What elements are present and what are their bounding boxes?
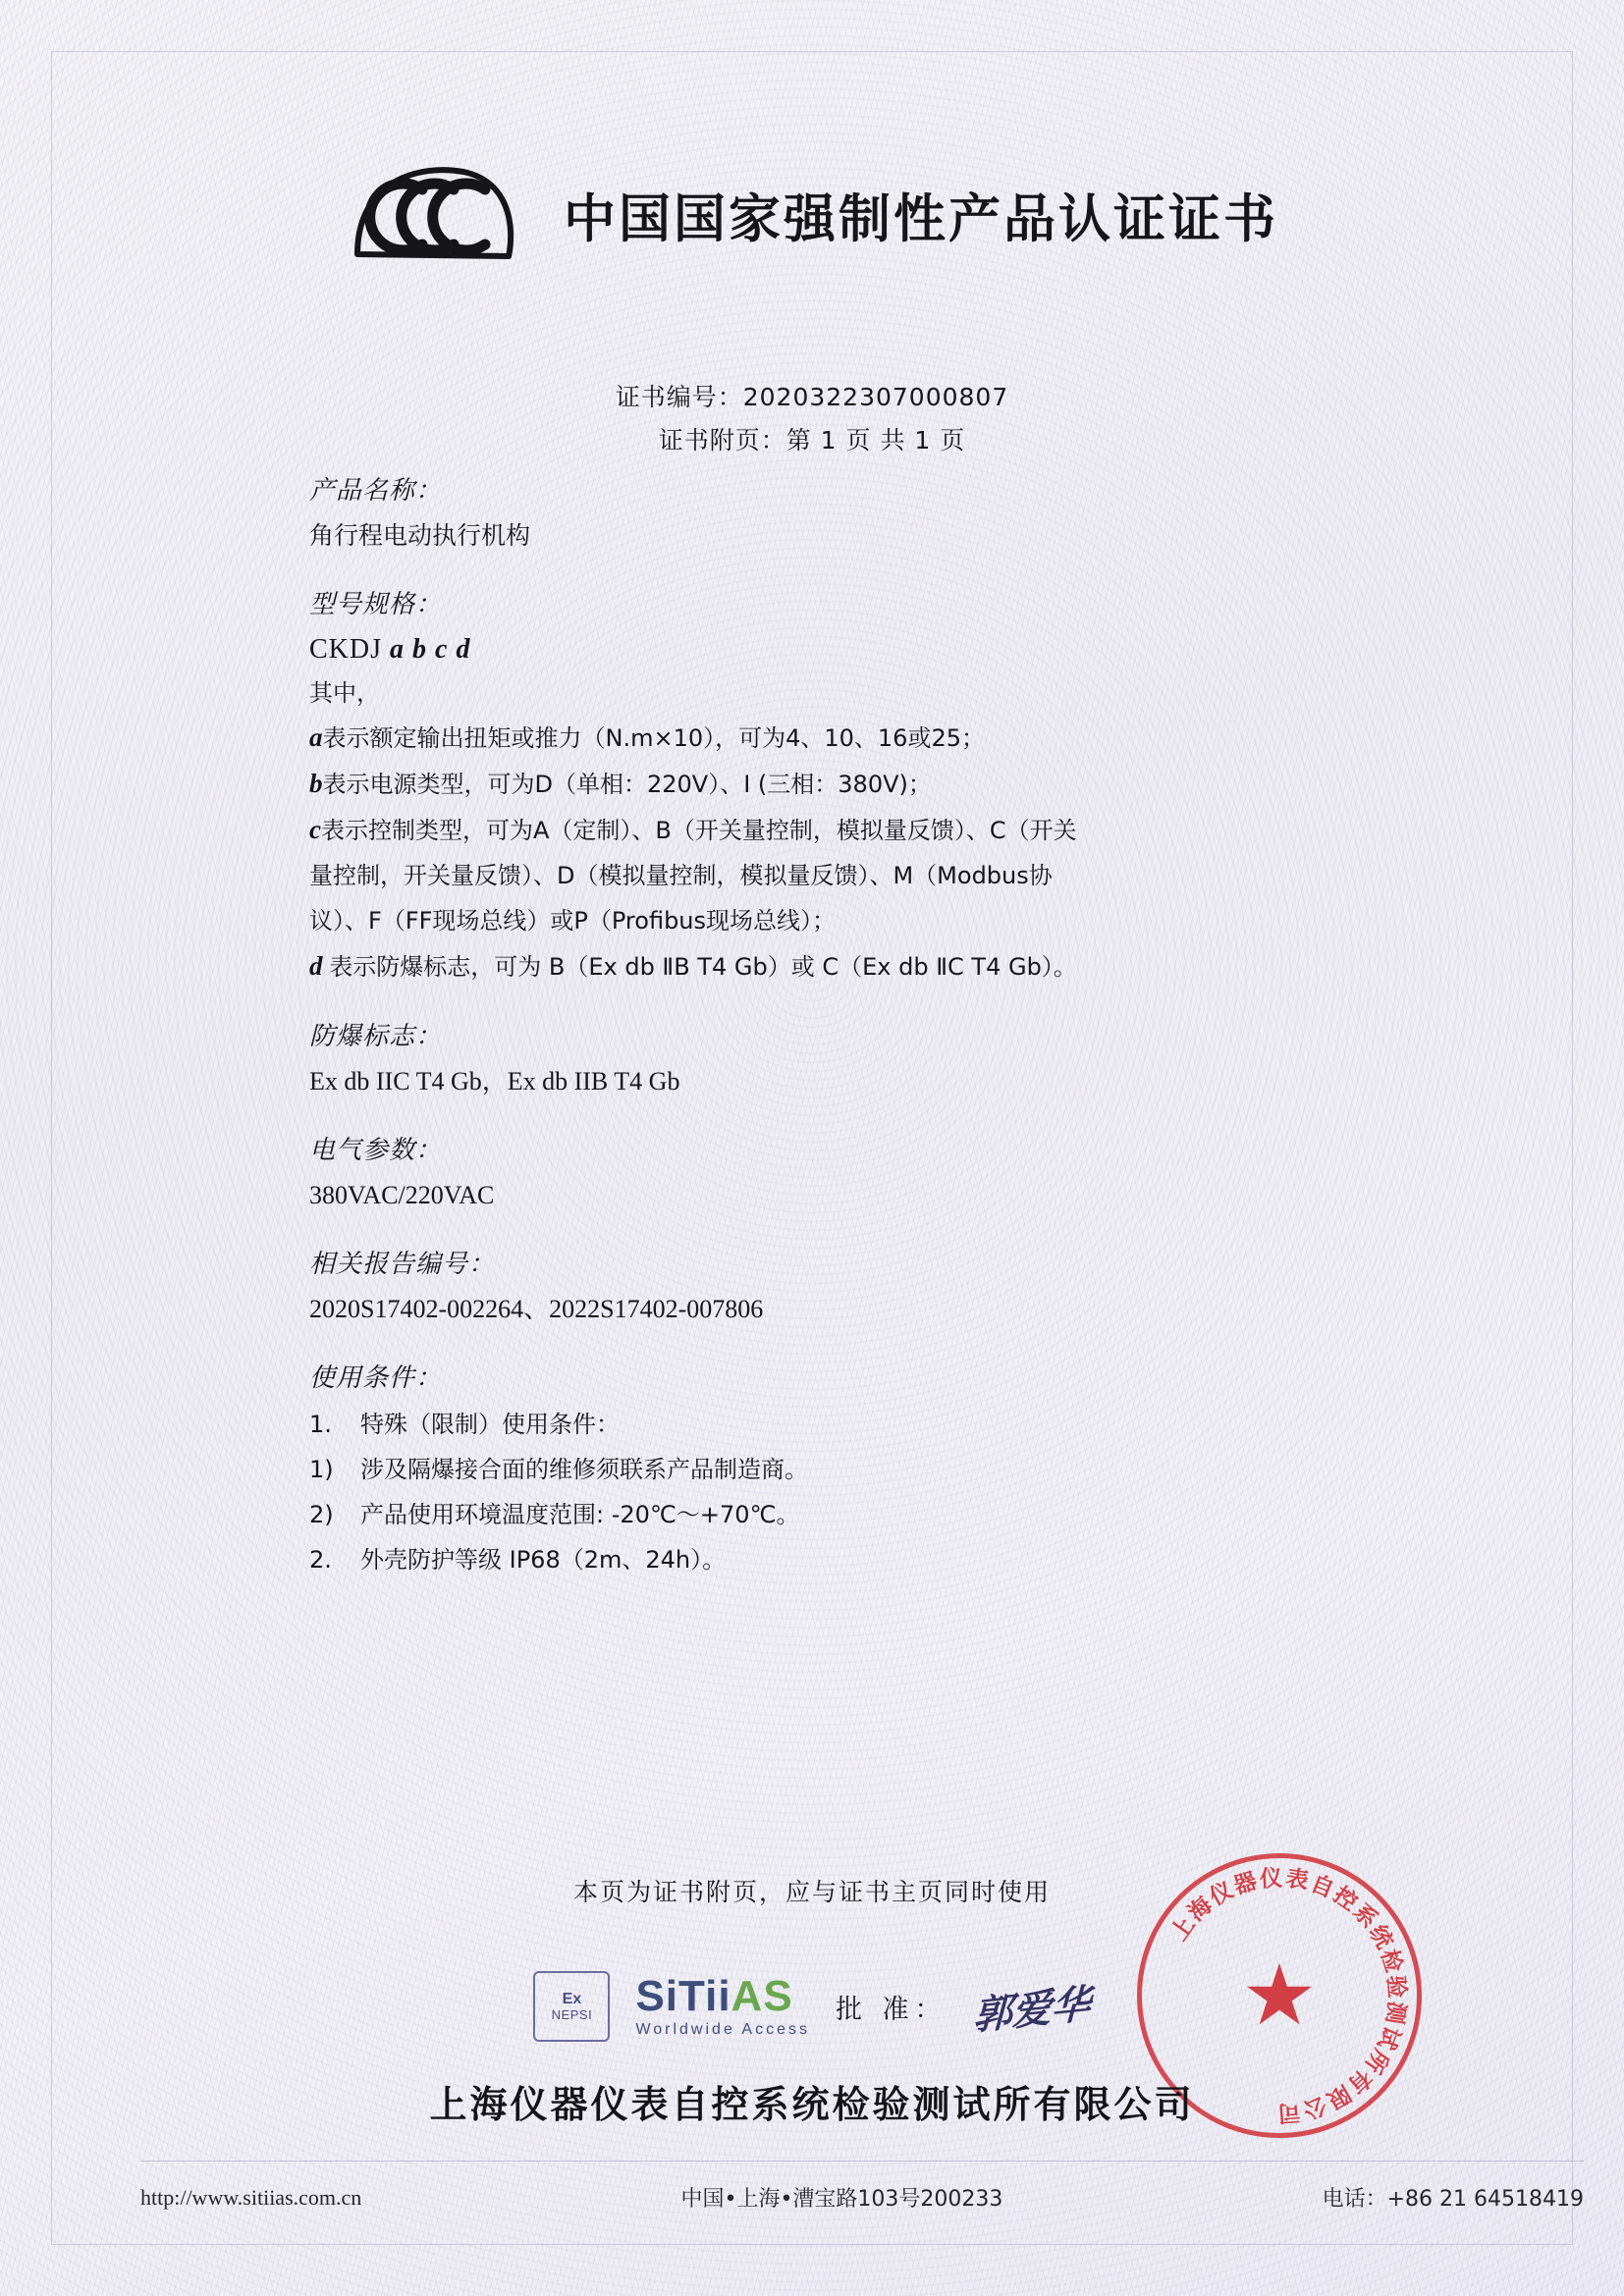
model-label: 型号规格：	[309, 590, 443, 619]
list-item-text: 产品使用环境温度范围: -20℃～+70℃。	[360, 1501, 800, 1528]
certificate-body	[309, 469, 1409, 1608]
seal-star-icon: ★	[1241, 1949, 1318, 2043]
page-title: 中国国家强制性产品认证证书	[564, 189, 1278, 249]
certificate-number: 证书编号：2020322307000807	[615, 383, 1009, 411]
sitiias-wordmark	[635, 1972, 810, 2020]
model-param-d: d 表示防爆标志，可为 B（Ex db ⅡB T4 Gb）或 C（Ex db ⅡC T4 Gb）。	[309, 951, 1077, 981]
ex-mark-value: Ex db IIC T4 Gb，Ex db IIB T4 Gb	[309, 1067, 680, 1095]
footer-website[interactable]: http://www.sitiias.com.cn	[140, 2184, 362, 2210]
sitiias-tagline: Worldwide Access	[635, 2021, 810, 2038]
list-item	[309, 1447, 1409, 1492]
report-value: 2020S17402-002264、2022S17402-007806	[309, 1295, 764, 1323]
model-param-c-text-1: 表示控制类型，可为A（定制）、B（开关量控制，模拟量反馈）、C（开关	[320, 817, 1077, 844]
document-header	[52, 160, 1572, 270]
footer-address: 中国•上海•漕宝路103号200233	[680, 2187, 1003, 2212]
model-prefix: CKDJ	[309, 634, 391, 665]
sitiias-wordmark-main: SiTii	[635, 1972, 731, 2020]
model-param-b-text: 表示电源类型，可为D（单相：220V）、I (三相：380V)；	[322, 771, 932, 798]
model-param-c-line2: 量控制，开关量反馈）、D（模拟量控制，模拟量反馈）、M（Modbus协	[309, 862, 1053, 889]
model-param-c-line3: 议）、F（FF现场总线）或P（Profibus现场总线）；	[309, 907, 837, 934]
list-item	[309, 1537, 1409, 1582]
list-item-text: 外壳防护等级 IP68（2m、24h）。	[360, 1546, 727, 1574]
model-param-a: a表示额定输出扭矩或推力（N.m×10），可为4、10、16或25；	[309, 722, 985, 752]
nepsi-name-text: NEPSI	[551, 2006, 593, 2022]
section-model	[309, 583, 1409, 989]
nepsi-logo-icon	[533, 1971, 610, 2042]
approve-label: 批 准：	[835, 1994, 947, 2025]
section-report	[309, 1243, 1409, 1331]
list-item	[309, 1402, 1409, 1447]
section-ex-mark	[309, 1015, 1409, 1103]
model-param-c: c表示控制类型，可为A（定制）、B（开关量控制，模拟量反馈）、C（开关	[309, 815, 1077, 844]
organization-name: 上海仪器仪表自控系统检验测试所有限公司	[429, 2083, 1195, 2126]
report-label: 相关报告编号：	[309, 1250, 496, 1279]
sitiias-wordmark-accent: AS	[731, 1972, 793, 2020]
list-item-text: 特殊（限制）使用条件：	[360, 1411, 620, 1438]
list-item-number: 2)	[309, 1501, 334, 1528]
nepsi-ex-text: Ex	[562, 1990, 582, 2007]
product-name-value: 角行程电动执行机构	[309, 521, 531, 550]
sitiias-logo	[635, 1972, 810, 2038]
list-item-number: 1)	[309, 1456, 334, 1483]
model-value	[309, 628, 1409, 671]
electrical-label: 电气参数：	[309, 1136, 443, 1165]
list-item-number: 2.	[309, 1546, 332, 1574]
electrical-value: 380VAC/220VAC	[309, 1181, 495, 1209]
footer-divider	[140, 2161, 1584, 2162]
approver-signature: 郭爱华	[971, 1981, 1091, 2040]
certificate-page-number: 证书附页：第 1 页 共 1 页	[658, 426, 966, 454]
footer-bar	[140, 2182, 1584, 2213]
model-param-a-text: 表示额定输出扭矩或推力（N.m×10），可为4、10、16或25；	[322, 724, 985, 752]
section-product-name	[309, 469, 1409, 558]
section-usage	[309, 1357, 1409, 1582]
section-electrical	[309, 1129, 1409, 1217]
ex-mark-label: 防爆标志：	[309, 1022, 443, 1051]
model-param-b: b表示电源类型，可为D（单相：220V）、I (三相：380V)；	[309, 769, 932, 798]
signature-row	[52, 1971, 1572, 2042]
seal-text: 上海仪器仪表自控系统检验测试所有限公司	[1165, 1865, 1410, 2126]
model-param-d-text: 表示防爆标志，可为 B（Ex db ⅡB T4 Gb）或 C（Ex db ⅡC T4 Gb）。	[329, 953, 1077, 981]
certificate-sheet	[51, 51, 1584, 2245]
usage-label: 使用条件：	[309, 1363, 443, 1393]
model-where: 其中，	[309, 679, 380, 707]
footer-note: 本页为证书附页，应与证书主页同时使用	[572, 1878, 1051, 1906]
model-params: a b c d	[390, 634, 471, 665]
usage-list	[309, 1402, 1409, 1582]
ccc-logo-icon	[346, 160, 520, 270]
certificate-number-block	[52, 376, 1572, 462]
list-item	[309, 1492, 1409, 1537]
list-item-number: 1.	[309, 1411, 332, 1438]
product-name-label: 产品名称：	[309, 476, 443, 506]
footer-phone: 电话：+86 21 64518419	[1322, 2187, 1584, 2212]
list-item-text: 涉及隔爆接合面的维修须联系产品制造商。	[360, 1456, 808, 1483]
